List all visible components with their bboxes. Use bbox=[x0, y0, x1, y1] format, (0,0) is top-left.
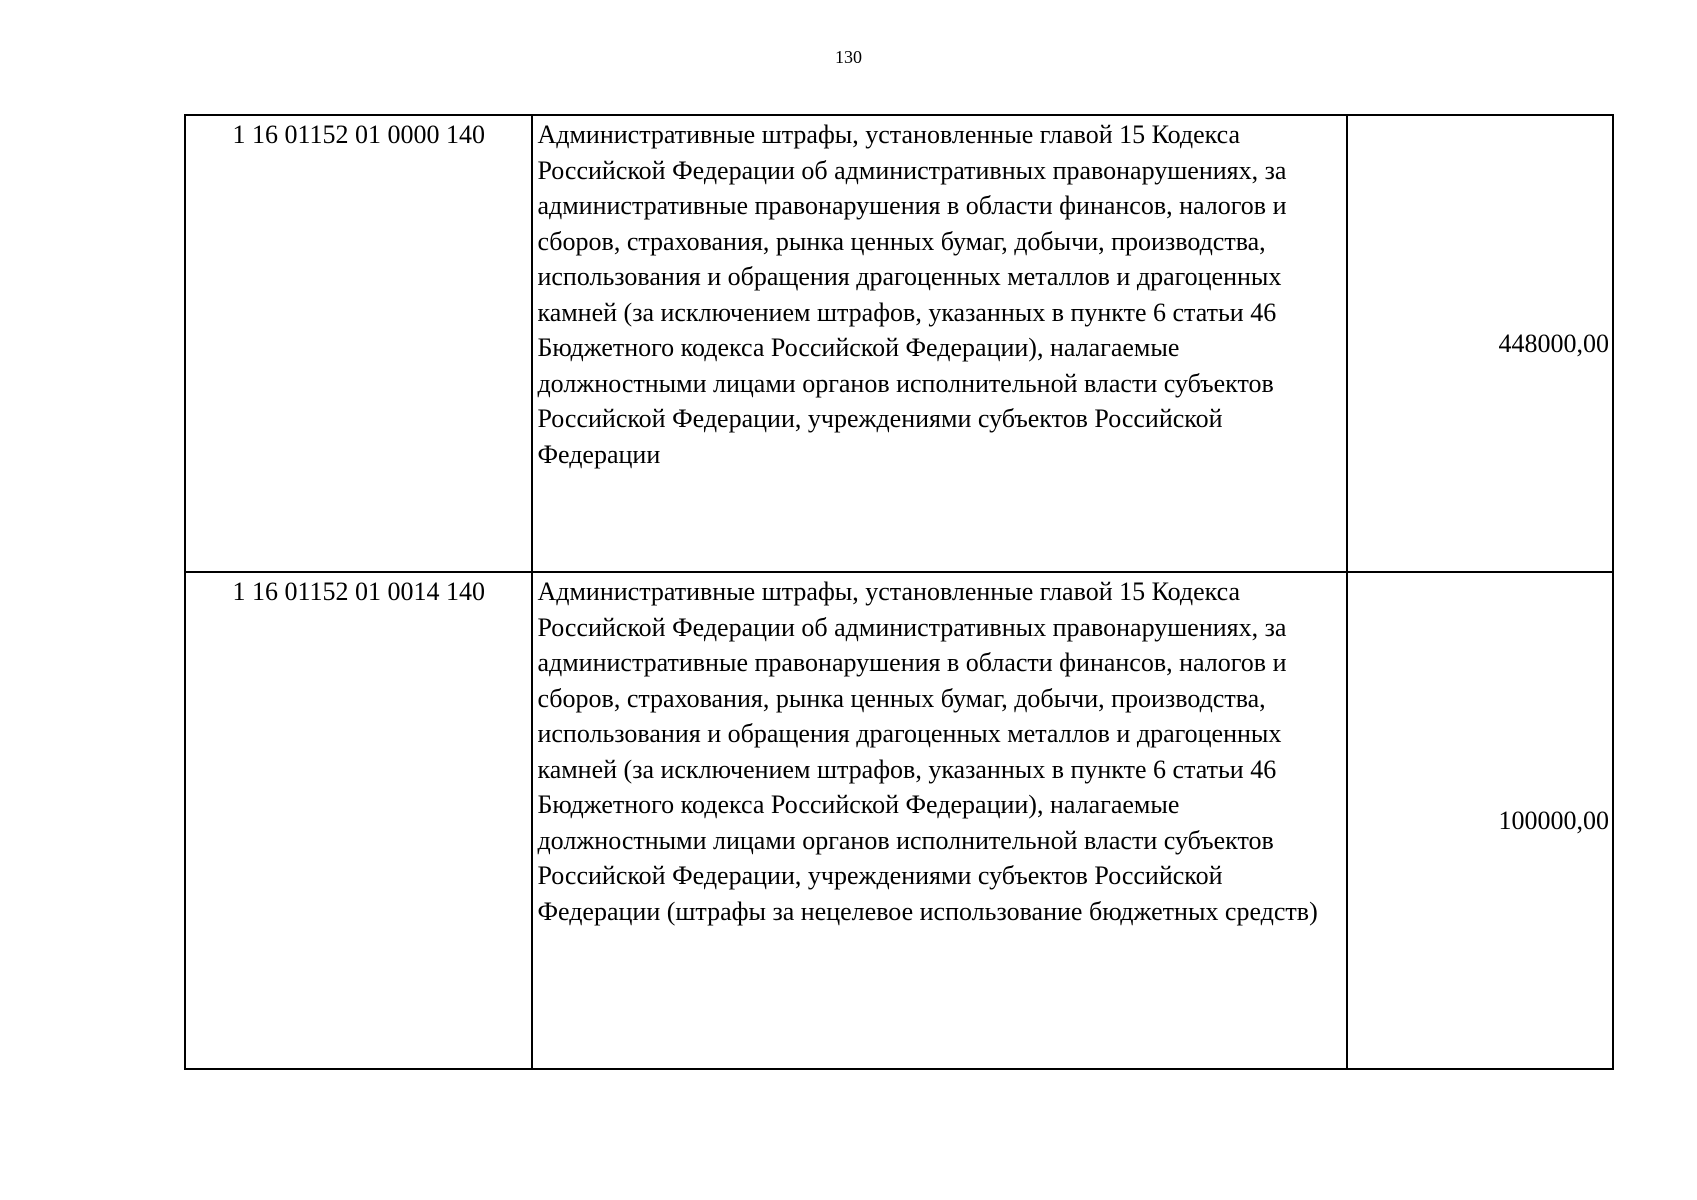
page-number: 130 bbox=[835, 47, 862, 67]
table-row bbox=[185, 572, 1613, 1069]
budget-revenue-table bbox=[184, 114, 1614, 1070]
revenue-description: Административные штрафы, установленные главой 15 Кодекса Российской Федерации об административных правонарушениях, за административные правонарушения в области финансов, налогов и сборов, страхования, рынка ценных бумаг, добычи, производства, использования и обращения драгоценных металлов и драгоценных камней (за исключением штрафов, указанных в пункте 6 статьи 46 Бюджетного кодекса Российской Федерации), налагаемые должностными лицами органов исполнительной власти субъектов Российской Федерации, учреждениями субъектов Российской Федерации (штрафы за нецелевое использование бюджетных средств) bbox=[532, 572, 1346, 1069]
budget-code-cell bbox=[185, 572, 532, 1069]
amount-value: 100000,00 bbox=[1347, 572, 1613, 1069]
table-row bbox=[185, 115, 1613, 572]
budget-code: 1 16 01152 01 0000 140 bbox=[232, 120, 485, 149]
amount-value: 448000,00 bbox=[1347, 115, 1613, 572]
budget-code: 1 16 01152 01 0014 140 bbox=[232, 577, 485, 606]
revenue-description: Административные штрафы, установленные главой 15 Кодекса Российской Федерации об административных правонарушениях, за административные правонарушения в области финансов, налогов и сборов, страхования, рынка ценных бумаг, добычи, производства, использования и обращения драгоценных металлов и драгоценных камней (за исключением штрафов, указанных в пункте 6 статьи 46 Бюджетного кодекса Российской Федерации), налагаемые должностными лицами органов исполнительной власти субъектов Российской Федерации, учреждениями субъектов Российской Федерации bbox=[532, 115, 1346, 572]
budget-code-cell bbox=[185, 115, 532, 572]
